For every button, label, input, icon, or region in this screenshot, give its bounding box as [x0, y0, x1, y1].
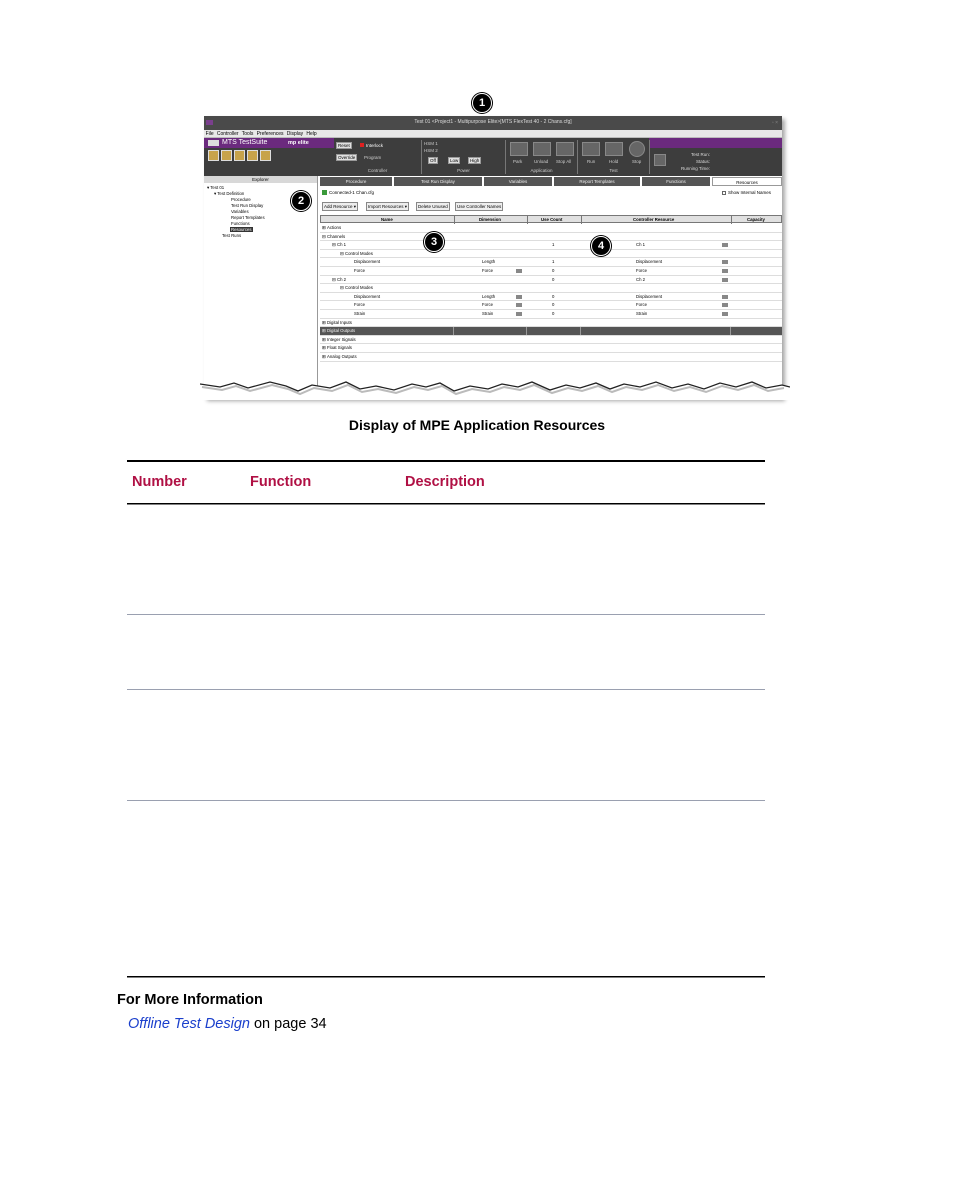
grid-header: [320, 215, 782, 223]
checkbox-icon[interactable]: [722, 191, 726, 195]
row-use-count: 0: [552, 293, 555, 299]
row-name: Force: [354, 302, 365, 308]
stop-all-label: Stop All: [556, 159, 572, 164]
col-name[interactable]: Name: [381, 217, 393, 222]
table-row[interactable]: [320, 301, 782, 310]
tree-label: Test 01: [210, 185, 225, 190]
dimension-dropdown-icon[interactable]: [516, 312, 522, 316]
table-row[interactable]: [320, 319, 782, 328]
collapse-icon[interactable]: ⊟: [340, 285, 344, 291]
table-row[interactable]: [320, 233, 782, 242]
row-name: Integer Signals: [327, 336, 356, 342]
power-group: [422, 140, 506, 174]
brand-bar: [204, 138, 334, 148]
button-label: Import Resources: [368, 204, 404, 209]
status-label: Status:: [695, 159, 710, 164]
interlock-label: Interlock: [366, 143, 384, 148]
folder-icon[interactable]: [234, 150, 245, 161]
table-row[interactable]: [320, 293, 782, 302]
status-icon: [654, 154, 666, 166]
tab-test-run-display[interactable]: Test Run Display: [394, 177, 482, 186]
stop-label: Stop: [632, 159, 642, 164]
brand-name: MTS TestSuite: [222, 139, 268, 146]
row-name: Control Modes: [345, 250, 373, 256]
row-controller-resource: Ch 2: [636, 276, 646, 282]
run-label: Run: [587, 159, 596, 164]
row-controller-resource: Force: [636, 302, 647, 308]
dimension-dropdown-icon[interactable]: [516, 269, 522, 273]
expand-icon[interactable]: ⊞: [322, 354, 326, 359]
row-name: Control Modes: [345, 285, 373, 291]
brand-edition: mp elite: [288, 140, 309, 146]
table-row-rule: [127, 614, 765, 615]
menu-tools[interactable]: Tools: [241, 131, 254, 137]
row-controller-resource: Displacement: [636, 293, 663, 299]
table-row[interactable]: [320, 336, 782, 345]
table-row[interactable]: [320, 353, 782, 362]
row-name: Force: [354, 268, 365, 273]
header-function: Function: [250, 474, 312, 490]
override-button[interactable]: Override: [338, 155, 356, 160]
row-dimension: Force: [482, 268, 493, 273]
hsm2-label: HSM 2: [424, 148, 438, 153]
controller-group: [334, 140, 422, 174]
collapse-icon[interactable]: ⊟: [322, 233, 326, 239]
tree-item-test[interactable]: ▾ Test 01: [207, 185, 225, 190]
test-group-label: Test: [609, 168, 618, 173]
tree-item-resources[interactable]: Resources: [231, 227, 252, 232]
row-dimension: Force: [482, 302, 493, 308]
table-bottom-rule: [127, 976, 765, 978]
application-group-label: Application: [530, 168, 553, 173]
hsm1-label: HSM 1: [424, 141, 438, 146]
menu-controller[interactable]: Controller: [216, 131, 239, 137]
row-controller-resource: Strain: [636, 311, 648, 316]
row-use-count: 0: [552, 302, 555, 308]
expand-icon[interactable]: ⊞: [322, 336, 326, 342]
reset-button[interactable]: Reset: [338, 143, 350, 148]
dropdown-arrow-icon: ▾: [404, 204, 408, 209]
menu-file[interactable]: File: [205, 131, 214, 137]
import-resources-button[interactable]: [366, 202, 409, 211]
tree-item-procedure[interactable]: Procedure: [231, 197, 251, 202]
stop-icon[interactable]: [629, 141, 645, 157]
menu-preferences[interactable]: Preferences: [256, 131, 284, 137]
row-controller-resource: Force: [636, 268, 647, 273]
show-internal-names[interactable]: [722, 190, 771, 195]
tab-resources[interactable]: Resources: [712, 177, 782, 186]
interlock-led-icon: [360, 143, 364, 147]
resource-dropdown-icon[interactable]: [722, 278, 728, 282]
callout-2: 2: [291, 191, 311, 211]
controller-group-label: Controller: [367, 168, 388, 173]
config-file: [322, 190, 374, 195]
use-controller-names-button[interactable]: Use Controller Names: [457, 204, 502, 209]
callout-1: 1: [472, 93, 492, 113]
resource-dropdown-icon[interactable]: [722, 269, 728, 273]
new-icon[interactable]: [208, 150, 219, 161]
table-row[interactable]: [320, 284, 782, 293]
run-icon[interactable]: [582, 142, 600, 156]
offline-test-design-link[interactable]: Offline Test Design: [128, 1016, 250, 1032]
park-label: Park: [513, 159, 523, 164]
table-row[interactable]: [320, 241, 782, 250]
collapse-icon[interactable]: ⊟: [340, 250, 344, 256]
dimension-dropdown-icon[interactable]: [516, 295, 522, 299]
explorer-title: Explorer: [204, 176, 317, 183]
add-resource-button[interactable]: [322, 202, 358, 211]
config-icon: [322, 190, 327, 195]
tree-item-test-definition[interactable]: ▾ Test Definition: [214, 191, 245, 196]
table-row[interactable]: [320, 327, 782, 336]
row-use-count: 0: [552, 276, 555, 282]
tree-label: Test Definition: [217, 191, 245, 196]
running-time-label: Running Time:: [680, 166, 710, 171]
tab-procedure[interactable]: Procedure: [320, 177, 392, 186]
config-file-label: Connected-1 Chan.cfg: [329, 190, 375, 195]
row-dimension: Strain: [482, 311, 494, 316]
application-group: [506, 140, 578, 174]
expand-icon[interactable]: ⊞: [322, 345, 326, 351]
power-group-label: Power: [457, 168, 470, 173]
row-dimension: Length: [482, 259, 496, 265]
park-icon[interactable]: [510, 142, 528, 156]
tree-item-report-templates[interactable]: Report Templates: [231, 215, 265, 220]
resource-dropdown-icon[interactable]: [722, 260, 728, 264]
unload-label: Unload: [534, 159, 549, 164]
power-off-button[interactable]: Off: [430, 158, 436, 163]
table-row[interactable]: [320, 267, 782, 276]
row-use-count: 1: [552, 259, 555, 265]
tab-strip: [320, 177, 782, 186]
tab-functions[interactable]: Functions: [642, 177, 710, 186]
stop-all-icon[interactable]: [556, 142, 574, 156]
window-title-bar: [204, 116, 782, 130]
expand-icon[interactable]: ⊞: [322, 328, 326, 334]
brand-strip: [649, 138, 782, 148]
print-icon[interactable]: [260, 150, 271, 161]
col-dimension[interactable]: Dimension: [479, 217, 501, 222]
row-name: Displacement: [354, 259, 381, 265]
row-name: Analog Outputs: [327, 354, 357, 359]
row-use-count: 0: [552, 311, 555, 316]
menu-help[interactable]: Help: [306, 131, 317, 137]
tab-report-templates[interactable]: Report Templates: [554, 177, 640, 186]
table-top-rule: [127, 460, 765, 462]
row-use-count: 0: [552, 268, 555, 273]
table-row[interactable]: [320, 344, 782, 353]
section-heading: For More Information: [117, 992, 263, 1008]
unload-icon[interactable]: [533, 142, 551, 156]
tree-item-test-run-display[interactable]: Test Run Display: [231, 203, 264, 208]
row-controller-resource: Displacement: [636, 259, 663, 265]
table-row[interactable]: [320, 224, 782, 233]
test-run-label: Test Run:: [690, 152, 710, 157]
row-use-count: 1: [552, 242, 555, 248]
table-row-rule: [127, 689, 765, 690]
resource-dropdown-icon[interactable]: [722, 312, 728, 316]
interlock-indicator: [360, 143, 383, 148]
hold-icon[interactable]: [605, 142, 623, 156]
row-name: Channels: [327, 233, 346, 239]
test-group: [578, 140, 650, 174]
row-name: Ch 1: [337, 242, 347, 248]
save-icon[interactable]: [247, 150, 258, 161]
mts-logo-icon: [208, 140, 219, 146]
power-low-button[interactable]: Low: [450, 158, 459, 163]
tree-item-functions[interactable]: Functions: [231, 221, 250, 226]
tab-variables[interactable]: Variables: [484, 177, 552, 186]
table-row[interactable]: [320, 258, 782, 267]
open-icon[interactable]: [221, 150, 232, 161]
menu-display[interactable]: Display: [286, 131, 304, 137]
row-name: Digital Inputs: [327, 319, 352, 325]
callout-4: 4: [591, 236, 611, 256]
callout-3: 3: [424, 232, 444, 252]
program-label: Program: [364, 155, 382, 160]
button-label: Add Resource: [324, 204, 353, 209]
show-internal-names-label: Show Internal Names: [728, 190, 772, 195]
table-row[interactable]: [320, 276, 782, 285]
application-screenshot: [204, 116, 782, 398]
row-name: Ch 2: [337, 276, 347, 282]
col-capacity[interactable]: Capacity: [747, 217, 765, 222]
menu-bar: [204, 130, 782, 138]
toolbar-icons: [208, 150, 273, 162]
expand-icon[interactable]: ⊞: [322, 319, 326, 325]
hold-label: Hold: [609, 159, 619, 164]
resource-dropdown-icon[interactable]: [722, 303, 728, 307]
row-controller-resource: Ch 1: [636, 242, 646, 248]
window-title: Test 01 <Project1 - Multipurpose Elite>[MTS FlexTest 40 - 2 Chans.cfg]: [414, 119, 572, 125]
resource-dropdown-icon[interactable]: [722, 243, 728, 247]
window-controls-icon[interactable]: ▫ ×: [771, 120, 778, 126]
row-dimension: Length: [482, 293, 496, 299]
row-name: Displacement: [354, 293, 381, 299]
header-description: Description: [405, 474, 485, 490]
tree-item-variables[interactable]: Variables: [231, 209, 249, 214]
collapse-icon[interactable]: ⊟: [332, 242, 336, 248]
col-controller-resource[interactable]: Controller Resource: [633, 217, 675, 222]
col-use-count[interactable]: Use Count: [541, 217, 563, 222]
table-header-rule: [127, 503, 765, 505]
figure-caption: Display of MPE Application Resources: [348, 417, 606, 433]
power-high-button[interactable]: High: [470, 158, 480, 163]
collapse-icon[interactable]: ⊟: [332, 276, 336, 282]
header-number: Number: [132, 474, 187, 490]
row-name: Strain: [354, 311, 366, 316]
table-row[interactable]: [320, 250, 782, 259]
row-name: Actions: [327, 225, 342, 230]
resource-dropdown-icon[interactable]: [722, 295, 728, 299]
row-name: Digital Outputs: [327, 328, 356, 334]
dropdown-arrow-icon: ▾: [353, 204, 357, 209]
dimension-dropdown-icon[interactable]: [516, 303, 522, 307]
row-name: Float Signals: [327, 345, 352, 351]
page-reference: on page 34: [249, 1016, 327, 1032]
table-row[interactable]: [320, 310, 782, 319]
expand-icon[interactable]: ⊞: [322, 225, 326, 230]
delete-unused-button[interactable]: Delete Unused: [418, 204, 448, 209]
tree-item-test-runs[interactable]: Test Runs: [222, 233, 242, 238]
table-row-rule: [127, 800, 765, 801]
more-info-line: [128, 1016, 327, 1032]
torn-edge: [200, 378, 790, 400]
